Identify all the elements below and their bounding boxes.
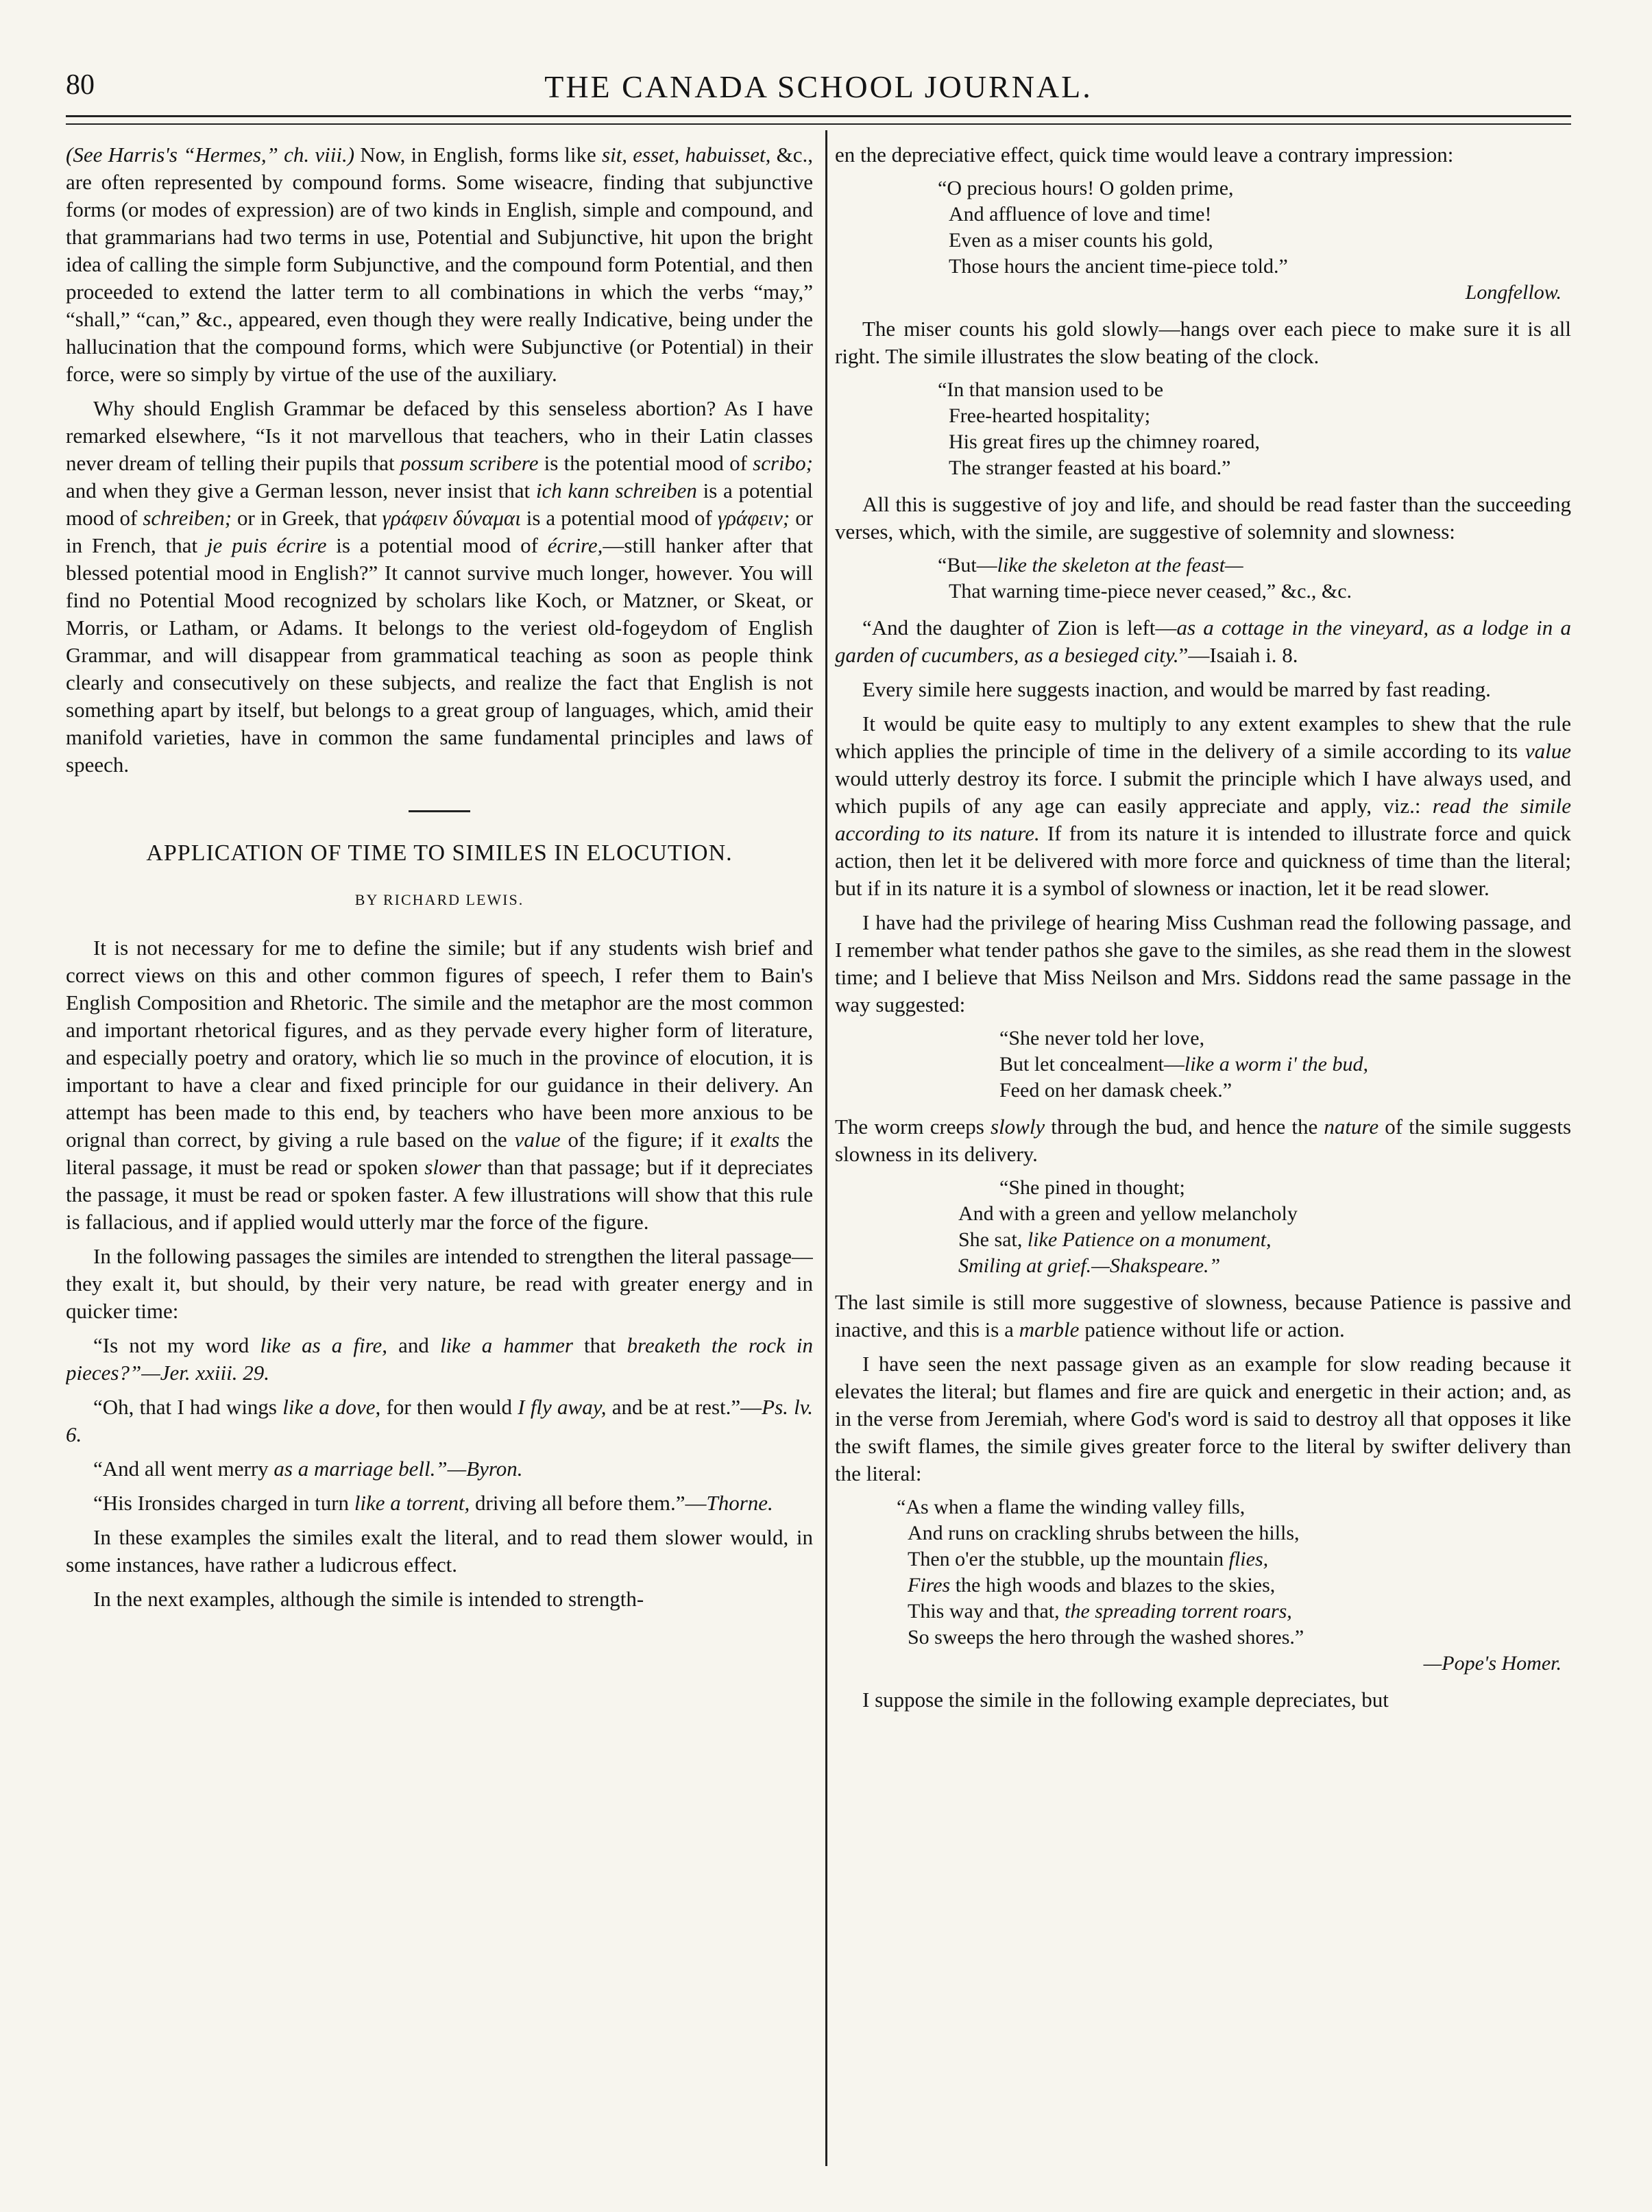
article-byline: BY RICHARD LEWIS. bbox=[354, 891, 524, 908]
verse-line: The stranger feasted at his board.” bbox=[949, 457, 1231, 479]
text-run: and when they give a German lesson, never insist that bbox=[66, 478, 536, 502]
paragraph bbox=[835, 1113, 1571, 1168]
verse-attribution: Longfellow. bbox=[1465, 281, 1562, 304]
verse-line: Free-hearted hospitality; bbox=[949, 404, 1151, 427]
italic-text: marble bbox=[1019, 1317, 1080, 1341]
text-run: It would be quite easy to multiply to any extent examples to shew that the rule which applies the principle of time in the delivery of a simile according to its bbox=[835, 712, 1571, 763]
verse-text: the high woods and blazes to the skies, bbox=[950, 1574, 1276, 1596]
paragraph bbox=[66, 395, 813, 779]
italic-text: slower bbox=[424, 1155, 481, 1179]
italic-text: I fly away, bbox=[518, 1395, 607, 1419]
paragraph bbox=[66, 1524, 813, 1579]
text-run: “Oh, that I had wings bbox=[93, 1395, 283, 1419]
verse-line bbox=[958, 1253, 1571, 1279]
italic-text: je puis écrire bbox=[206, 533, 327, 557]
verse-line: “In that mansion used to be bbox=[938, 378, 1164, 401]
text-run: and bbox=[387, 1333, 440, 1357]
text-run: and be at rest.”— bbox=[606, 1395, 762, 1419]
header-rule bbox=[66, 115, 1571, 117]
paragraph bbox=[835, 909, 1571, 1019]
italic-text: exalts bbox=[730, 1128, 780, 1152]
verse-line bbox=[897, 1572, 1571, 1599]
verse-line: Feed on her damask cheek.” bbox=[999, 1079, 1232, 1102]
paragraph bbox=[835, 141, 1571, 169]
text-run: “Is not my word bbox=[93, 1333, 260, 1357]
text-run: The last simile is still more suggestive of slowness, because Patience is passive and inactive, and this is a bbox=[835, 1290, 1571, 1341]
italic-text: as a marriage bell.”—Byron. bbox=[274, 1457, 523, 1481]
verse-text: But let concealment— bbox=[999, 1053, 1185, 1075]
verse-attribution: —Pope's Homer. bbox=[1423, 1652, 1562, 1675]
verse-line: And with a green and yellow melancholy bbox=[958, 1202, 1298, 1225]
page-number: 80 bbox=[66, 69, 95, 101]
text-run: the literal passage, it must be read or spoken bbox=[66, 1128, 813, 1179]
verse-line: “As when a flame the winding valley fills, bbox=[897, 1496, 1246, 1518]
verse-line bbox=[999, 1052, 1571, 1078]
italic-text: sit, esset, habuisset, bbox=[601, 143, 771, 167]
italic-text: schreiben; bbox=[143, 506, 232, 530]
paragraph bbox=[835, 710, 1571, 902]
italic-text: (See Harris's “Hermes,” ch. viii.) bbox=[66, 143, 355, 167]
text-run: If from its nature it is intended to illustrate force and quick action, then let it be delivered with more force and quickness of time than the literal; but if in its nature it is a symbol of slowness or inaction, let it be read slower. bbox=[835, 821, 1571, 900]
italic-text: value bbox=[514, 1128, 561, 1152]
verse-line: Those hours the ancient time-piece told.” bbox=[949, 255, 1288, 278]
page-header bbox=[66, 69, 1571, 110]
text-run: for then would bbox=[380, 1395, 518, 1419]
column-divider bbox=[825, 130, 827, 2166]
text-run: that bbox=[572, 1333, 627, 1357]
verse-simile: flies, bbox=[1228, 1548, 1269, 1570]
text-run: would utterly destroy its force. I submit the principle which I have always used, and which pupils of any age can easily appreciate and apply, viz.: bbox=[835, 766, 1571, 818]
section-divider bbox=[409, 810, 470, 812]
paragraph bbox=[835, 676, 1571, 703]
verse-text: She sat, bbox=[958, 1228, 1028, 1251]
text-run: patience without life or action. bbox=[1079, 1317, 1345, 1341]
italic-text: possum scribere bbox=[400, 451, 539, 475]
verse-line: So sweeps the hero through the washed shores.” bbox=[908, 1626, 1304, 1649]
quotation bbox=[66, 1490, 813, 1517]
verse-simile: the spreading torrent roars, bbox=[1065, 1600, 1292, 1622]
italic-text: like a hammer bbox=[439, 1333, 573, 1357]
text-run: “His Ironsides charged in turn bbox=[93, 1491, 354, 1515]
text-run: than that passage; but if it depreciates the passage, it must be read or spoken faster. A few illustrations will show that this rule is fallacious, and if applied would utterly mar the force of the figure. bbox=[66, 1155, 813, 1234]
text-run: is a potential mood of bbox=[66, 478, 813, 530]
italic-text: écrire, bbox=[547, 533, 603, 557]
text-run: I have had the privilege of hearing Miss Cushman read the following passage, and I remember what tender pathos she gave to the similes, as she read them in the slowest time; and I believe that Miss Neilson and Mrs. Siddons read the same passage in the way suggested: bbox=[835, 910, 1571, 1017]
text-run: The miser counts his gold slowly—hangs over each piece to make sure it is all right. The simile illustrates the slow beating of the clock. bbox=[835, 317, 1571, 368]
italic-text: γράφειν δύναμαι bbox=[382, 506, 521, 530]
article-title: APPLICATION OF TIME TO SIMILES IN ELOCUTION. bbox=[146, 840, 733, 866]
verse-simile: Smiling at grief.—Shakspeare.” bbox=[958, 1254, 1221, 1277]
text-run: Why should English Grammar be defaced by this senseless abortion? As I have remarked elsewhere, “Is it not marvellous that teachers, who in their Latin classes never dream of telling their pupils that bbox=[66, 396, 813, 475]
text-run: It is not necessary for me to define the simile; but if any students wish brief and correct views on this and other common figures of speech, I refer them to Bain's English Composition and Rhetoric. The simile and the metaphor are the most common and important rhetorical figures, and as they pervade every higher form of literature, and especially poetry and oratory, which lie so much in the province of elocution, it is important to have a clear and fixed principle for our guidance in their delivery. An attempt has been made to this end, by teachers who have been more anxious to be orignal than correct, by giving a rule based on the bbox=[66, 936, 813, 1152]
right-column bbox=[835, 141, 1571, 2170]
text-run: In these examples the similes exalt the literal, and to read them slower would, in some instances, have rather a ludicrous effect. bbox=[66, 1525, 813, 1577]
verse-simile: like a worm i' the bud, bbox=[1184, 1053, 1368, 1075]
verse-line bbox=[897, 1599, 1571, 1625]
text-run: The worm creeps bbox=[835, 1115, 991, 1139]
verse-line bbox=[897, 1546, 1571, 1572]
paragraph bbox=[835, 1289, 1571, 1344]
verse-longfellow bbox=[835, 175, 1571, 306]
text-run: “And all went merry bbox=[93, 1457, 274, 1481]
italic-text: like a torrent, bbox=[354, 1491, 470, 1515]
italic-text: Thorne. bbox=[706, 1491, 773, 1515]
verse-line: His great fires up the chimney roared, bbox=[949, 430, 1260, 453]
text-run: or in Greek, that bbox=[232, 506, 382, 530]
header-rule-double bbox=[66, 123, 1571, 125]
text-run: In the following passages the similes are intended to strengthen the literal passage—they exalt it, but should, by their very nature, be read with greater energy and in quicker time: bbox=[66, 1244, 813, 1323]
text-run: All this is suggestive of joy and life, and should be read faster than the succeeding verses, which, with the simile, are suggestive of solemnity and slowness: bbox=[835, 492, 1571, 544]
italic-text: γράφειν; bbox=[717, 506, 790, 530]
italic-text: like a dove, bbox=[282, 1395, 381, 1419]
text-run: Every simile here suggests inaction, and would be marred by fast reading. bbox=[862, 677, 1491, 701]
paragraph bbox=[835, 1686, 1571, 1714]
paragraph bbox=[66, 141, 813, 388]
italic-text: ich kann schreiben bbox=[535, 478, 697, 502]
text-run: In the next examples, although the simile is intended to strength- bbox=[93, 1587, 644, 1611]
italic-text: read the simile according to its nature. bbox=[835, 794, 1571, 845]
verse-line bbox=[938, 552, 1571, 579]
verse-text: “But— bbox=[938, 554, 997, 576]
verse-line bbox=[958, 1227, 1571, 1253]
verse-patience bbox=[835, 1175, 1571, 1279]
quotation bbox=[66, 1455, 813, 1483]
verse-mansion bbox=[835, 377, 1571, 481]
verse-line: That warning time-piece never ceased,” &c., &c. bbox=[949, 580, 1352, 603]
text-run: is the potential mood of bbox=[538, 451, 753, 475]
italic-text: slowly bbox=[990, 1115, 1045, 1139]
text-run: Now, in English, forms like bbox=[354, 143, 602, 167]
text-run: is a potential mood of bbox=[326, 533, 548, 557]
verse-line: And runs on crackling shrubs between the hills, bbox=[908, 1522, 1300, 1544]
text-run: driving all before them.”— bbox=[470, 1491, 707, 1515]
verse-twelfth-night bbox=[835, 1025, 1571, 1104]
italic-text: like as a fire, bbox=[260, 1333, 388, 1357]
italic-text: value bbox=[1525, 739, 1571, 763]
verse-simile: like the skeleton at the feast— bbox=[997, 554, 1243, 576]
quotation bbox=[835, 614, 1571, 669]
quotation bbox=[66, 1332, 813, 1387]
text-run: or in French, that bbox=[66, 506, 813, 557]
text-run: &c., are often represented by compound forms. Some wiseacre, finding that subjunctive forms (or modes of expression) are of two kinds in English, simple and compound, and that grammarians had two terms in use, Potential and Subjunctive, hit upon the bright idea of calling the simple form Subjunctive, and the compound form Potential, and then proceeded to extend the latter term to all combinations in which the verbs “may,” “shall,” “can,” &c., appeared, even though they were really Indicative, being under the hallucination that the compound forms, which were Subjunctive (or Potential) in their force, were so simply by virtue of the use of the auxiliary. bbox=[66, 143, 813, 386]
verse-simile: like Patience on a monument, bbox=[1027, 1228, 1272, 1251]
verse-skeleton bbox=[835, 552, 1571, 605]
text-run: —still hanker after that blessed potential mood in English?” It cannot survive much longer, however. You will find no Potential Mood recognized by scholars like Koch, or Matzner, or Skeat, or Morris, or Latham, or Adams. It belongs to the veriest old-fogeydom of English Grammar, and will disappear from grammatical teaching as soon as people think clearly and consecutively on these subjects, and realize the fact that English is not something apart by itself, but belongs to a great group of languages, which, amid their manifold varieties, have in common the same fundamental principles and laws of speech. bbox=[66, 533, 813, 777]
quotation bbox=[66, 1394, 813, 1448]
paragraph bbox=[66, 1243, 813, 1325]
italic-text: scribo; bbox=[753, 451, 813, 475]
journal-title: THE CANADA SCHOOL JOURNAL. bbox=[544, 69, 1093, 104]
paragraph bbox=[835, 491, 1571, 546]
italic-text: Ps. lv. 6. bbox=[66, 1395, 813, 1446]
verse-homer bbox=[835, 1494, 1571, 1677]
text-run: through the bud, and hence the bbox=[1045, 1115, 1324, 1139]
italic-text: nature bbox=[1324, 1115, 1379, 1139]
text-run: I suppose the simile in the following example depreciates, but bbox=[862, 1688, 1389, 1712]
text-run: “And the daughter of Zion is left— bbox=[862, 616, 1177, 640]
paragraph bbox=[835, 315, 1571, 370]
paragraph bbox=[66, 1585, 813, 1613]
left-column bbox=[66, 141, 813, 2170]
verse-text: This way and that, bbox=[908, 1600, 1065, 1622]
text-run: of the figure; if it bbox=[560, 1128, 731, 1152]
verse-line: “She never told her love, bbox=[999, 1027, 1205, 1049]
verse-line: And affluence of love and time! bbox=[949, 203, 1212, 226]
verse-line: “She pined in thought; bbox=[999, 1176, 1185, 1199]
italic-text: breaketh the rock in pieces?”—Jer. xxiii. 29. bbox=[66, 1333, 813, 1385]
text-run: I have seen the next passage given as an example for slow reading because it elevates the literal; but flames and fire are quick and energetic in their action; and, as in the verse from Jeremiah, where God's word is said to destroy all that opposes it like the swift flames, the simile gives greater force to the literal by swifter delivery than the literal: bbox=[835, 1352, 1571, 1485]
verse-simile: Fires bbox=[908, 1574, 951, 1596]
verse-line: “O precious hours! O golden prime, bbox=[938, 177, 1234, 199]
verse-line: Even as a miser counts his gold, bbox=[949, 229, 1213, 252]
text-run: of the simile suggests slowness in its delivery. bbox=[835, 1115, 1571, 1166]
paragraph bbox=[66, 934, 813, 1236]
verse-text: Then o'er the stubble, up the mountain bbox=[908, 1548, 1229, 1570]
text-run: is a potential mood of bbox=[520, 506, 718, 530]
paragraph bbox=[835, 1350, 1571, 1487]
text-run: en the depreciative effect, quick time would leave a contrary impression: bbox=[835, 143, 1454, 167]
italic-text: as a cottage in the vineyard, as a lodge in a garden of cucumbers, as a besieged city. bbox=[835, 616, 1571, 667]
text-run: ”—Isaiah i. 8. bbox=[1178, 643, 1298, 667]
